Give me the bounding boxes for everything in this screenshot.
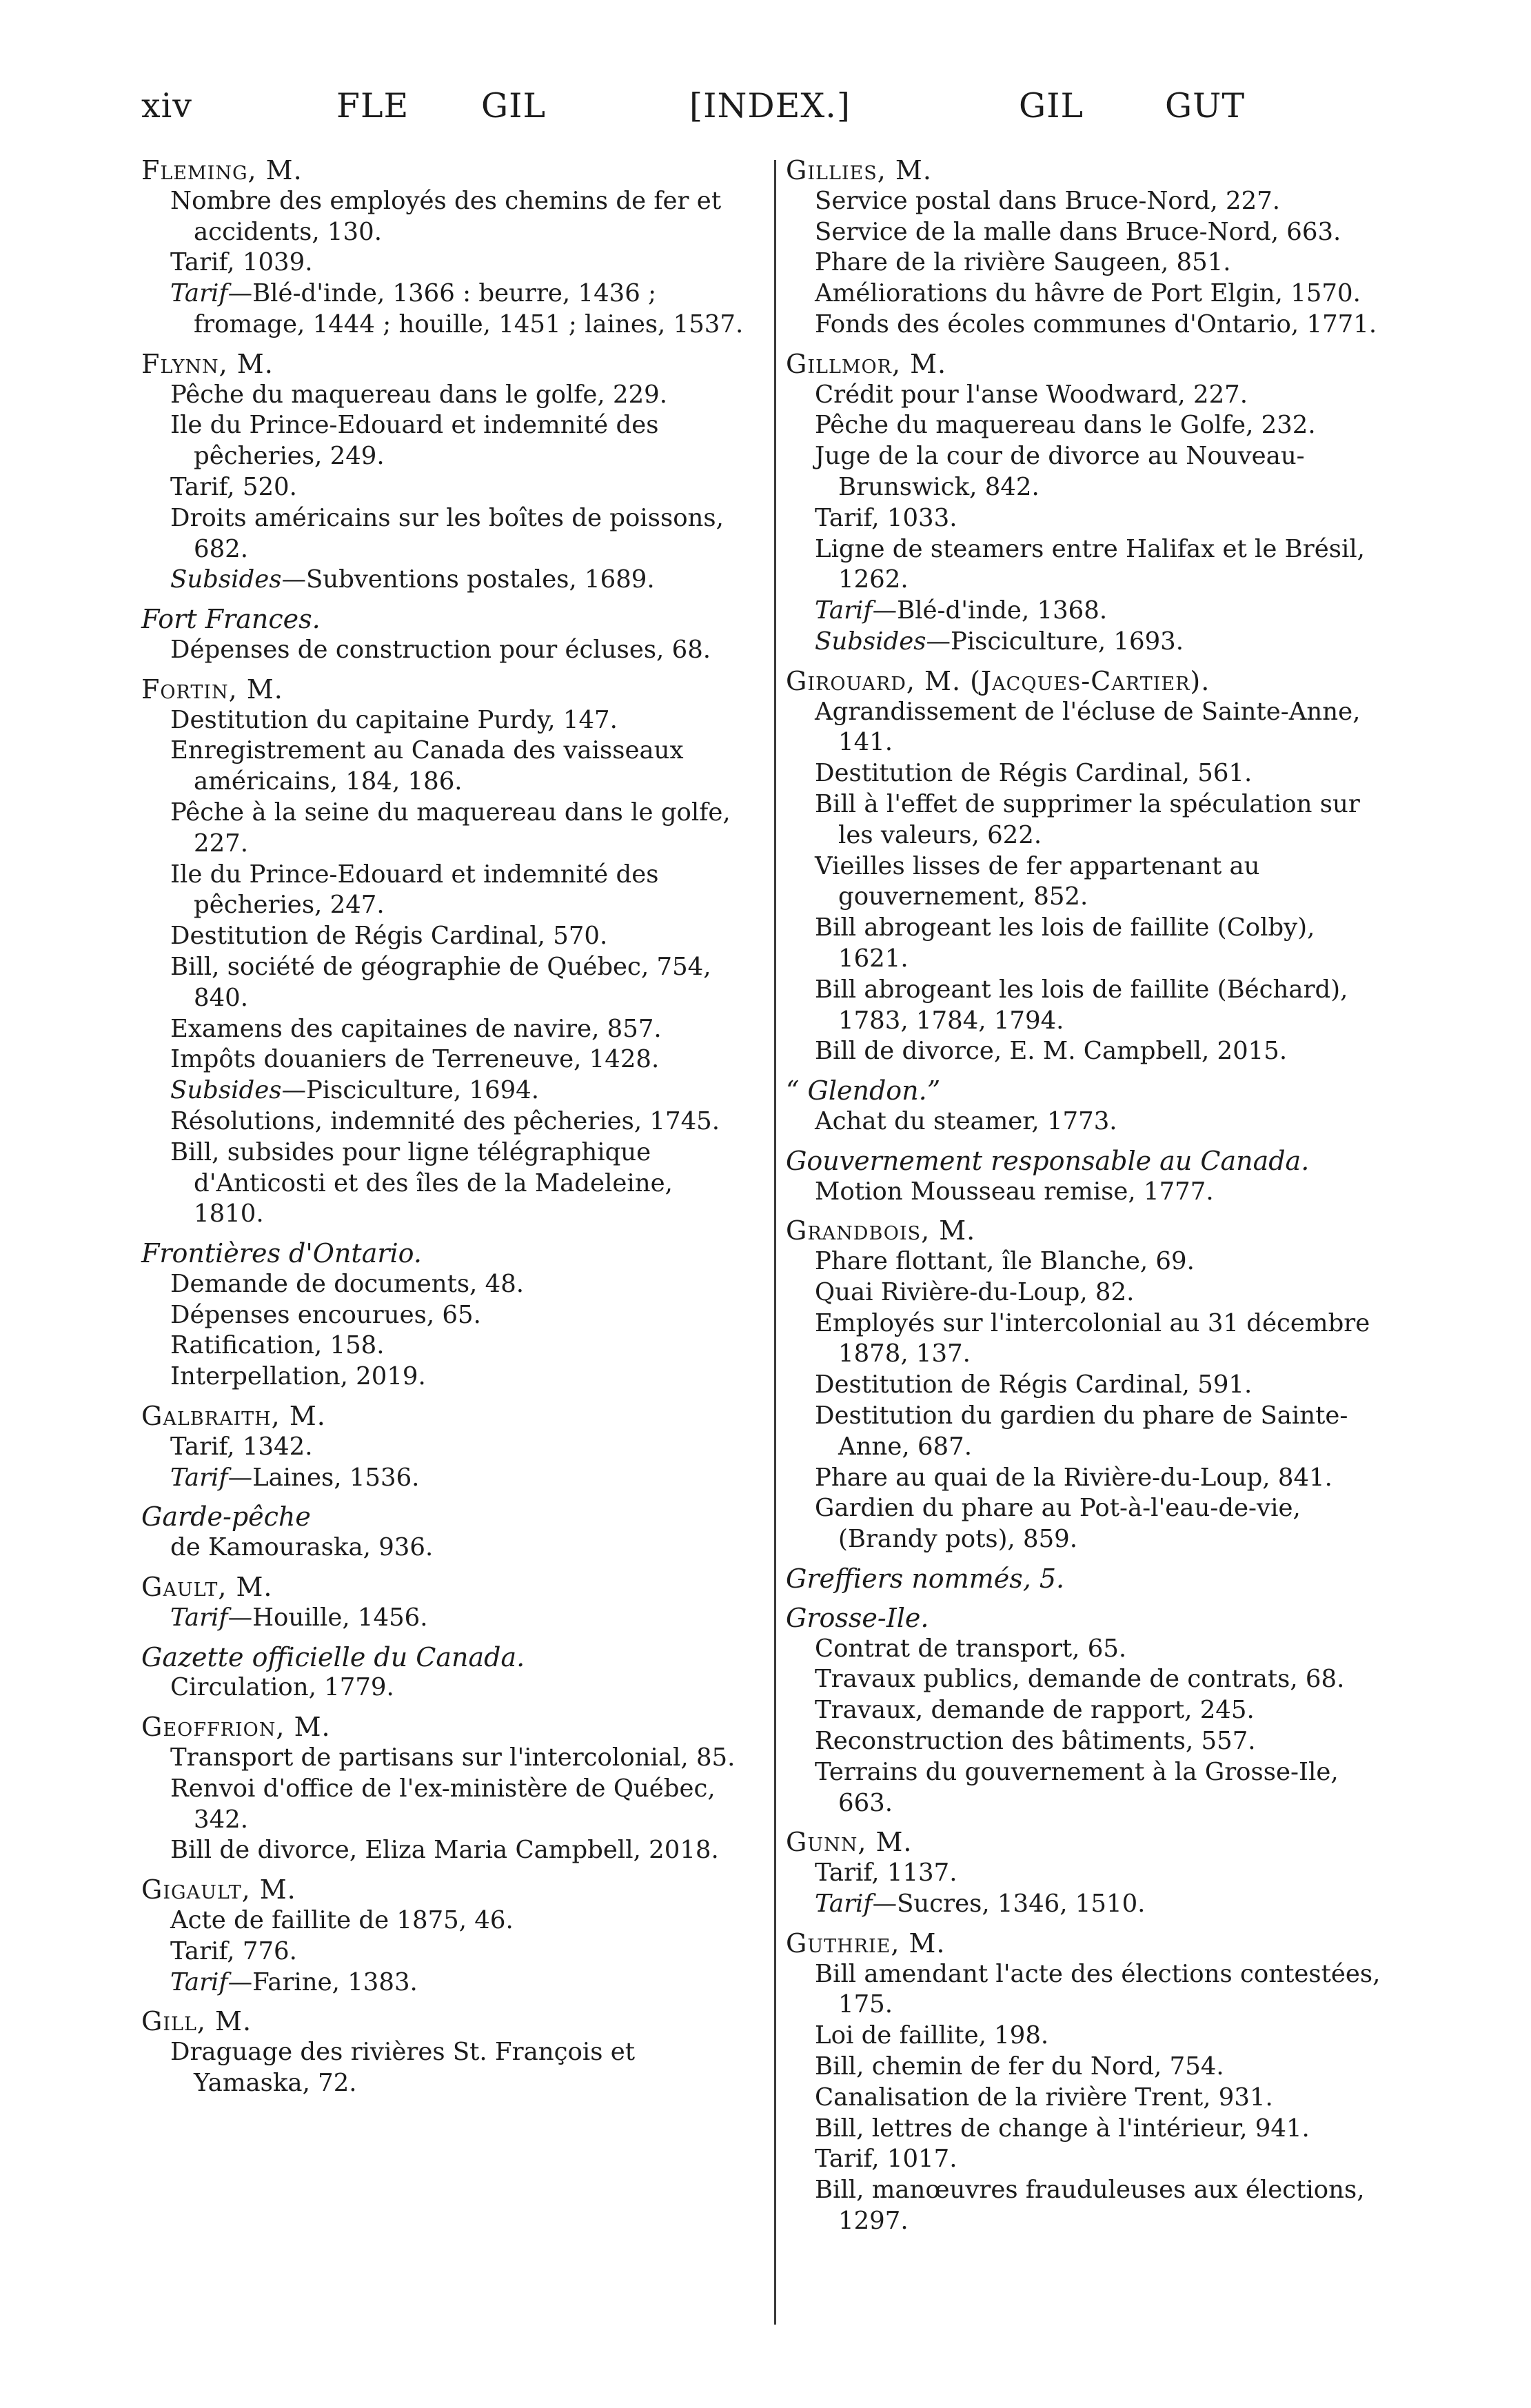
item-text: Tarif, 1039. — [170, 248, 313, 277]
item-text: Examens des capitaines de navire, 857. — [170, 1014, 662, 1043]
entry-item — [786, 1493, 1392, 1555]
item-text: Nombre des employés des chemins de fer et accidents, 130. — [170, 186, 722, 246]
entry-heading: Greffiers nommés, 5. — [786, 1564, 1065, 1595]
item-text: Ile du Prince-Edouard et indemnité des pêcheries, 249. — [170, 411, 659, 471]
entry-item — [141, 1936, 748, 1967]
index-entry — [786, 349, 1392, 658]
item-text: —Blé-d'inde, 1366 : beurre, 1436 ; fromage, 1444 ; houille, 1451 ; laines, 1537. — [194, 279, 744, 338]
entry-name: Gill, M. — [141, 2006, 252, 2037]
entry-item — [786, 186, 1392, 217]
item-text: Quai Rivière-du-Loup, 82. — [815, 1277, 1135, 1306]
item-text: Bill, chemin de fer du Nord, 754. — [815, 2052, 1224, 2081]
item-text: Bill à l'effet de supprimer la spéculation sur les valeurs, 622. — [815, 789, 1360, 849]
item-text: Bill de divorce, Eliza Maria Campbell, 2018. — [170, 1836, 719, 1865]
item-text: Canalisation de la rivière Trent, 931. — [815, 2083, 1273, 2112]
entry-item — [141, 1835, 748, 1866]
item-text: —Pisciculture, 1694. — [281, 1076, 540, 1105]
item-prefix: Tarif — [170, 1967, 228, 1996]
item-text: Loi de faillite, 198. — [815, 2021, 1049, 2050]
item-text: Ratification, 158. — [170, 1331, 385, 1360]
item-prefix: Tarif — [170, 279, 228, 308]
index-column-right — [786, 155, 1392, 2245]
item-text: Achat du steamer, 1773. — [815, 1106, 1117, 1135]
item-text: Impôts douaniers de Terreneuve, 1428. — [170, 1045, 660, 1074]
item-text: Pêche du maquereau dans le Golfe, 232. — [815, 411, 1316, 440]
entry-item — [786, 1959, 1392, 2021]
index-entry — [141, 1874, 748, 1998]
entry-item — [786, 851, 1392, 913]
item-text: Renvoi d'office de l'ex-ministère de Québec, 342. — [170, 1774, 716, 1834]
entry-name: Fortin, M. — [141, 674, 283, 705]
entry-item — [141, 186, 748, 248]
entry-heading: Frontières d'Ontario. — [141, 1238, 422, 1269]
entry-item — [141, 736, 748, 798]
entry-item — [141, 1075, 748, 1106]
index-entry — [786, 1827, 1392, 1919]
entry-item — [786, 1277, 1392, 1308]
item-text: Droits américains sur les boîtes de poissons, 682. — [170, 503, 724, 563]
range-right-end: GUT — [1165, 86, 1246, 125]
entry-item — [786, 2052, 1392, 2083]
item-text: —Subventions postales, 1689. — [281, 565, 655, 594]
item-text: Destitution du capitaine Purdy, 147. — [170, 705, 618, 734]
item-text: Destitution de Régis Cardinal, 591. — [815, 1370, 1253, 1399]
index-entry — [141, 2006, 748, 2098]
item-text: Tarif, 776. — [170, 1936, 297, 1965]
index-entry — [141, 1501, 748, 1564]
item-prefix: Tarif — [815, 596, 873, 625]
item-text: Circulation, 1779. — [170, 1673, 394, 1702]
entry-item — [141, 1743, 748, 1774]
item-text: Agrandissement de l'écluse de Sainte-Anne, 141. — [815, 697, 1361, 757]
entry-heading: Garde-pêche — [141, 1501, 311, 1532]
entry-item — [141, 1463, 748, 1494]
entry-item — [786, 1308, 1392, 1370]
entry-name: Gigault, M. — [141, 1874, 296, 1905]
entry-name: Fleming, M. — [141, 155, 303, 185]
item-text: Enregistrement au Canada des vaisseaux américains, 184, 186. — [170, 736, 684, 796]
index-entry — [786, 1928, 1392, 2237]
entry-item — [786, 1246, 1392, 1277]
item-text: —Houille, 1456. — [227, 1603, 428, 1632]
item-text: Tarif, 1137. — [815, 1859, 957, 1888]
entry-item — [786, 1726, 1392, 1757]
item-text: Phare flottant, île Blanche, 69. — [815, 1247, 1195, 1276]
item-text: Dépenses encourues, 65. — [170, 1300, 481, 1329]
entry-item — [141, 860, 748, 922]
item-text: Service postal dans Bruce-Nord, 227. — [815, 186, 1281, 215]
index-entry — [141, 674, 748, 1230]
entry-item — [141, 1269, 748, 1300]
item-text: Pêche à la seine du maquereau dans le golfe, 227. — [170, 798, 731, 858]
item-text: Travaux, demande de rapport, 245. — [815, 1696, 1255, 1725]
index-entry — [141, 349, 748, 596]
entry-item — [786, 1889, 1392, 1920]
item-text: Destitution de Régis Cardinal, 561. — [815, 759, 1253, 788]
item-prefix: Tarif — [170, 1603, 228, 1632]
item-text: Gardien du phare au Pot-à-l'eau-de-vie, (Brandy pots), 859. — [815, 1494, 1301, 1554]
entry-item — [786, 1036, 1392, 1067]
entry-item — [786, 2021, 1392, 2052]
item-text: Bill amendant l'acte des élections contestées, 175. — [815, 1959, 1381, 2019]
index-entry — [141, 1712, 748, 1866]
item-text: Interpellation, 2019. — [170, 1362, 426, 1391]
entry-item — [786, 503, 1392, 534]
item-text: Acte de faillite de 1875, 46. — [170, 1906, 514, 1935]
entry-item — [786, 2083, 1392, 2114]
item-prefix: Subsides — [170, 565, 282, 594]
entry-name: Gillmor, M. — [786, 348, 947, 379]
item-text: Juge de la cour de divorce au Nouveau-Brunswick, 842. — [815, 442, 1305, 501]
item-text: Ile du Prince-Edouard et indemnité des pêcheries, 247. — [170, 860, 659, 920]
entry-item — [786, 310, 1392, 341]
entry-item — [786, 627, 1392, 658]
index-entry — [141, 1238, 748, 1393]
entry-item — [786, 913, 1392, 975]
item-text: Contrat de transport, 65. — [815, 1634, 1127, 1663]
item-text: Tarif, 1342. — [170, 1432, 313, 1461]
item-text: Tarif, 1017. — [815, 2145, 957, 2174]
entry-item — [786, 441, 1392, 503]
entry-item — [786, 1401, 1392, 1463]
index-entry — [141, 1642, 748, 1704]
entry-heading: “ Glendon.” — [786, 1075, 941, 1106]
entry-item — [786, 1370, 1392, 1401]
entry-item — [786, 596, 1392, 627]
index-entry — [786, 666, 1392, 1067]
item-text: Tarif, 520. — [170, 472, 297, 501]
index-entry — [786, 155, 1392, 341]
item-text: Ligne de steamers entre Halifax et le Brésil, 1262. — [815, 534, 1365, 594]
entry-item — [141, 1137, 748, 1230]
range-left-start: FLE — [336, 86, 409, 125]
item-prefix: Tarif — [170, 1463, 228, 1492]
entry-item — [786, 697, 1392, 759]
entry-name: Flynn, M. — [141, 348, 274, 379]
item-text: —Sucres, 1346, 1510. — [872, 1890, 1146, 1919]
entry-item — [141, 380, 748, 411]
item-text: Bill, manœuvres frauduleuses aux élections, 1297. — [815, 2176, 1365, 2235]
item-prefix: Subsides — [815, 627, 926, 656]
entry-item — [786, 1106, 1392, 1137]
range-left-end: GIL — [481, 86, 547, 125]
index-entry — [786, 1146, 1392, 1208]
entry-name: Grandbois, M. — [786, 1215, 976, 1246]
entry-item — [786, 247, 1392, 279]
entry-heading: Grosse-Ile. — [786, 1602, 929, 1633]
entry-item — [786, 1695, 1392, 1726]
entry-item — [786, 1177, 1392, 1208]
item-text: Bill, subsides pour ligne télégraphique d'Anticosti et des îles de la Madeleine, 1810. — [170, 1137, 673, 1228]
item-text: Crédit pour l'anse Woodward, 227. — [815, 380, 1248, 409]
item-text: Terrains du gouvernement à la Grosse-Ile, 663. — [815, 1757, 1339, 1817]
entry-item — [786, 1463, 1392, 1494]
item-text: Résolutions, indemnité des pêcheries, 1745. — [170, 1106, 720, 1135]
index-entry — [141, 1572, 748, 1634]
entry-item — [141, 472, 748, 503]
entry-name: Geoffrion, M. — [141, 1712, 331, 1743]
item-text: Service de la malle dans Bruce-Nord, 663. — [815, 217, 1341, 246]
range-right-start: GIL — [1019, 86, 1084, 125]
section-title: [INDEX.] — [689, 86, 851, 125]
entry-item — [141, 1905, 748, 1936]
entry-item — [786, 380, 1392, 411]
item-text: —Pisciculture, 1693. — [926, 627, 1184, 656]
entry-item — [141, 1532, 748, 1564]
entry-item — [141, 1432, 748, 1463]
entry-heading: Gazette officielle du Canada. — [141, 1641, 525, 1672]
item-text: Phare au quai de la Rivière-du-Loup, 841. — [815, 1463, 1332, 1492]
index-entry — [141, 155, 748, 341]
entry-item — [141, 1362, 748, 1393]
entry-item — [141, 1106, 748, 1137]
item-text: Draguage des rivières St. François et Yamaska, 72. — [170, 2038, 635, 2098]
item-text: Vieilles lisses de fer appartenant au gouvernement, 852. — [815, 851, 1260, 911]
page-number: xiv — [141, 86, 192, 125]
entry-item — [141, 1331, 748, 1362]
entry-item — [141, 798, 748, 860]
item-text: Dépenses de construction pour écluses, 68. — [170, 635, 711, 664]
entry-item — [141, 635, 748, 666]
item-text: Destitution de Régis Cardinal, 570. — [170, 922, 608, 951]
entry-name: Girouard, M. (Jacques-Cartier). — [786, 665, 1210, 696]
entry-item — [786, 1664, 1392, 1695]
entry-heading: Fort Frances. — [141, 604, 321, 635]
item-text: Pêche du maquereau dans le golfe, 229. — [170, 380, 668, 409]
entry-item — [786, 2175, 1392, 2237]
entry-item — [141, 1044, 748, 1075]
entry-item — [786, 758, 1392, 789]
item-text: Transport de partisans sur l'intercolonial, 85. — [170, 1743, 736, 1772]
entry-item — [141, 921, 748, 952]
index-entry — [786, 1075, 1392, 1137]
item-text: Employés sur l'intercolonial au 31 décembre 1878, 137. — [815, 1308, 1370, 1368]
entry-item — [786, 410, 1392, 441]
entry-item — [786, 217, 1392, 248]
entry-item — [141, 1603, 748, 1634]
running-header — [0, 65, 1531, 134]
item-text: —Blé-d'inde, 1368. — [872, 596, 1108, 625]
item-text: Tarif, 1033. — [815, 503, 957, 532]
entry-item — [141, 1672, 748, 1703]
entry-item — [141, 952, 748, 1014]
entry-item — [141, 705, 748, 736]
index-entry — [141, 1401, 748, 1493]
entry-heading: Gouvernement responsable au Canada. — [786, 1145, 1310, 1176]
index-entry — [141, 604, 748, 666]
entry-item — [141, 2037, 748, 2099]
item-text: Bill abrogeant les lois de faillite (Colby), 1621. — [815, 913, 1315, 973]
entry-item — [141, 1967, 748, 1999]
entry-name: Gillies, M. — [786, 155, 932, 185]
index-entry — [786, 1603, 1392, 1819]
item-text: Reconstruction des bâtiments, 557. — [815, 1727, 1256, 1756]
item-text: de Kamouraska, 936. — [170, 1533, 434, 1562]
entry-item — [141, 410, 748, 472]
entry-name: Gunn, M. — [786, 1827, 913, 1858]
item-prefix: Tarif — [815, 1890, 873, 1919]
item-text: Destitution du gardien du phare de Sainte-Anne, 687. — [815, 1402, 1348, 1461]
entry-item — [141, 247, 748, 279]
item-text: Bill abrogeant les lois de faillite (Béchard), 1783, 1784, 1794. — [815, 975, 1348, 1035]
entry-name: Guthrie, M. — [786, 1928, 946, 1959]
index-entry — [786, 1215, 1392, 1555]
entry-item — [786, 975, 1392, 1037]
item-text: Fonds des écoles communes d'Ontario, 1771. — [815, 310, 1377, 338]
column-divider — [774, 160, 776, 2325]
item-text: Motion Mousseau remise, 1777. — [815, 1177, 1214, 1206]
entry-item — [786, 2144, 1392, 2175]
item-text: Travaux publics, demande de contrats, 68. — [815, 1665, 1345, 1694]
entry-name: Gault, M. — [141, 1572, 273, 1603]
entry-item — [786, 1634, 1392, 1665]
index-column-left — [141, 155, 748, 2107]
entry-name: Galbraith, M. — [141, 1401, 326, 1432]
entry-item — [141, 1014, 748, 1045]
entry-item — [786, 534, 1392, 596]
item-text: Phare de la rivière Saugeen, 851. — [815, 248, 1231, 277]
entry-item — [786, 1757, 1392, 1819]
item-text: Bill de divorce, E. M. Campbell, 2015. — [815, 1037, 1288, 1066]
entry-item — [786, 789, 1392, 851]
item-text: Demande de documents, 48. — [170, 1269, 525, 1298]
entry-item — [141, 1300, 748, 1331]
item-text: Améliorations du hâvre de Port Elgin, 1570. — [815, 279, 1361, 308]
entry-item — [141, 503, 748, 565]
entry-item — [786, 1858, 1392, 1889]
item-text: —Farine, 1383. — [227, 1967, 418, 1996]
item-text: Bill, lettres de change à l'intérieur, 941. — [815, 2114, 1310, 2143]
entry-item — [141, 279, 748, 341]
item-text: Bill, société de géographie de Québec, 754, 840. — [170, 952, 711, 1012]
entry-item — [786, 2114, 1392, 2145]
entry-item — [141, 565, 748, 596]
index-entry — [786, 1564, 1392, 1595]
item-text: —Laines, 1536. — [227, 1463, 420, 1492]
entry-item — [786, 279, 1392, 310]
entry-item — [141, 1774, 748, 1836]
item-prefix: Subsides — [170, 1076, 282, 1105]
